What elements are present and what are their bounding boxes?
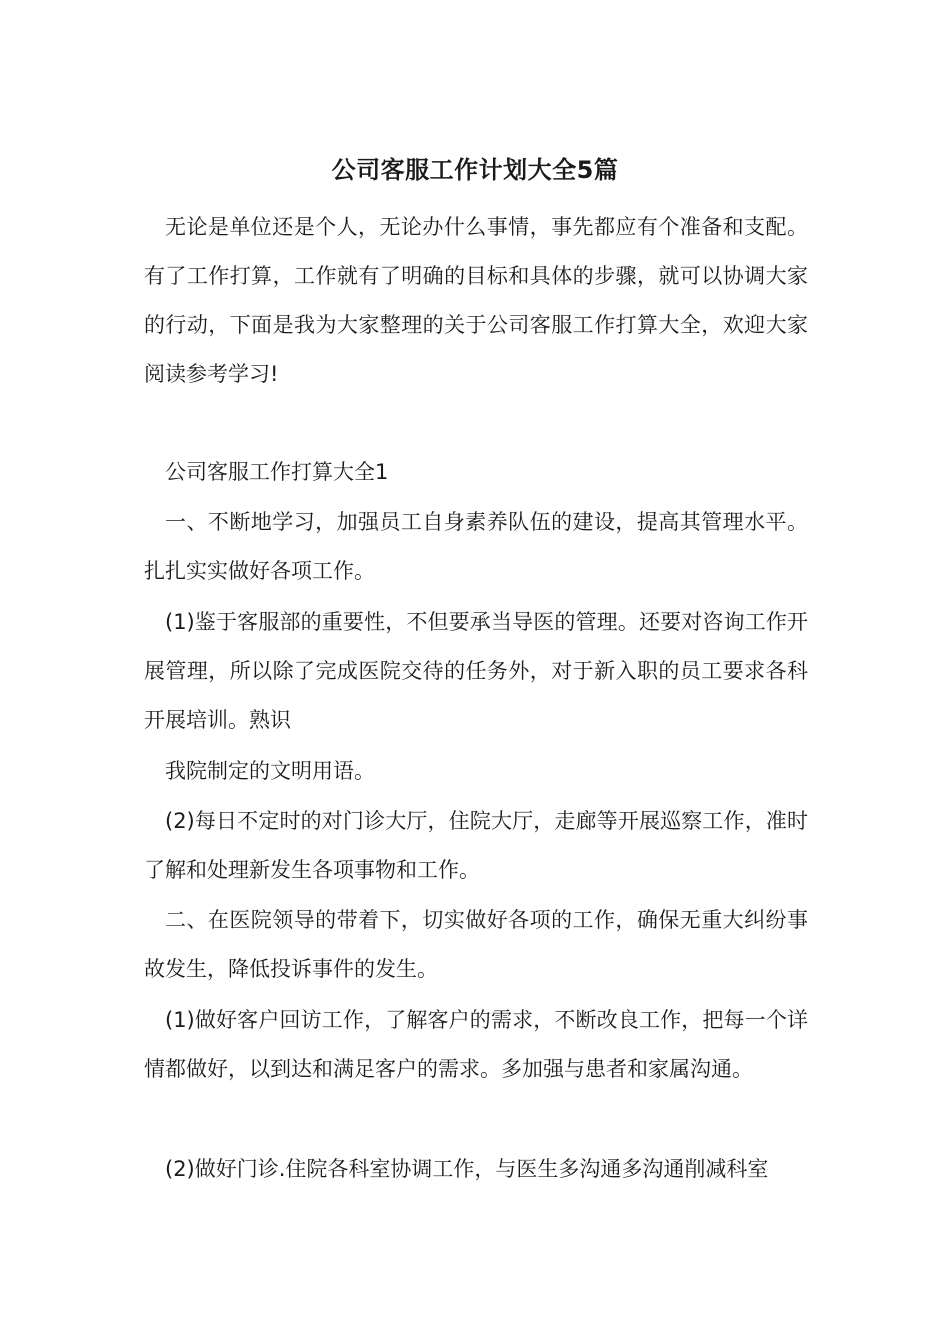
body-paragraph: 二、在医院领导的带着下，切实做好各项的工作，确保无重大纠纷事故发生，降低投诉事件的发生。	[144, 908, 808, 981]
body-paragraph: (2)每日不定时的对门诊大厅，住院大厅，走廊等开展巡察工作，准时了解和处理新发生各项事物和工作。	[144, 809, 808, 882]
body-paragraph: (1)做好客户回访工作，了解客户的需求，不断改良工作，把每一个详情都做好，以到达和满足客户的需求。多加强与患者和家属沟通。	[144, 1008, 808, 1081]
body-paragraph: (2)做好门诊.住院各科室协调工作，与医生多沟通多沟通削减科室	[165, 1157, 769, 1181]
body-paragraph: 一、不断地学习，加强员工自身素养队伍的建设，提高其管理水平。扎扎实实做好各项工作。	[144, 510, 808, 583]
document-title: 公司客服工作计划大全5篇	[331, 156, 619, 184]
intro-paragraph: 无论是单位还是个人，无论办什么事情，事先都应有个准备和支配。有了工作打算，工作就有了明确的目标和具体的步骤，就可以协调大家的行动，下面是我为大家整理的关于公司客服工作打算大全，欢迎大家阅读参考学习!	[144, 215, 808, 386]
body-paragraph: 我院制定的文明用语。	[165, 759, 375, 783]
body-paragraph: (1)鉴于客服部的重要性，不但要承当导医的管理。还要对咨询工作开展管理，所以除了完成医院交待的任务外，对于新入职的员工要求各科开展培训。熟识	[144, 610, 808, 732]
section-heading-1: 公司客服工作打算大全1	[165, 460, 389, 484]
